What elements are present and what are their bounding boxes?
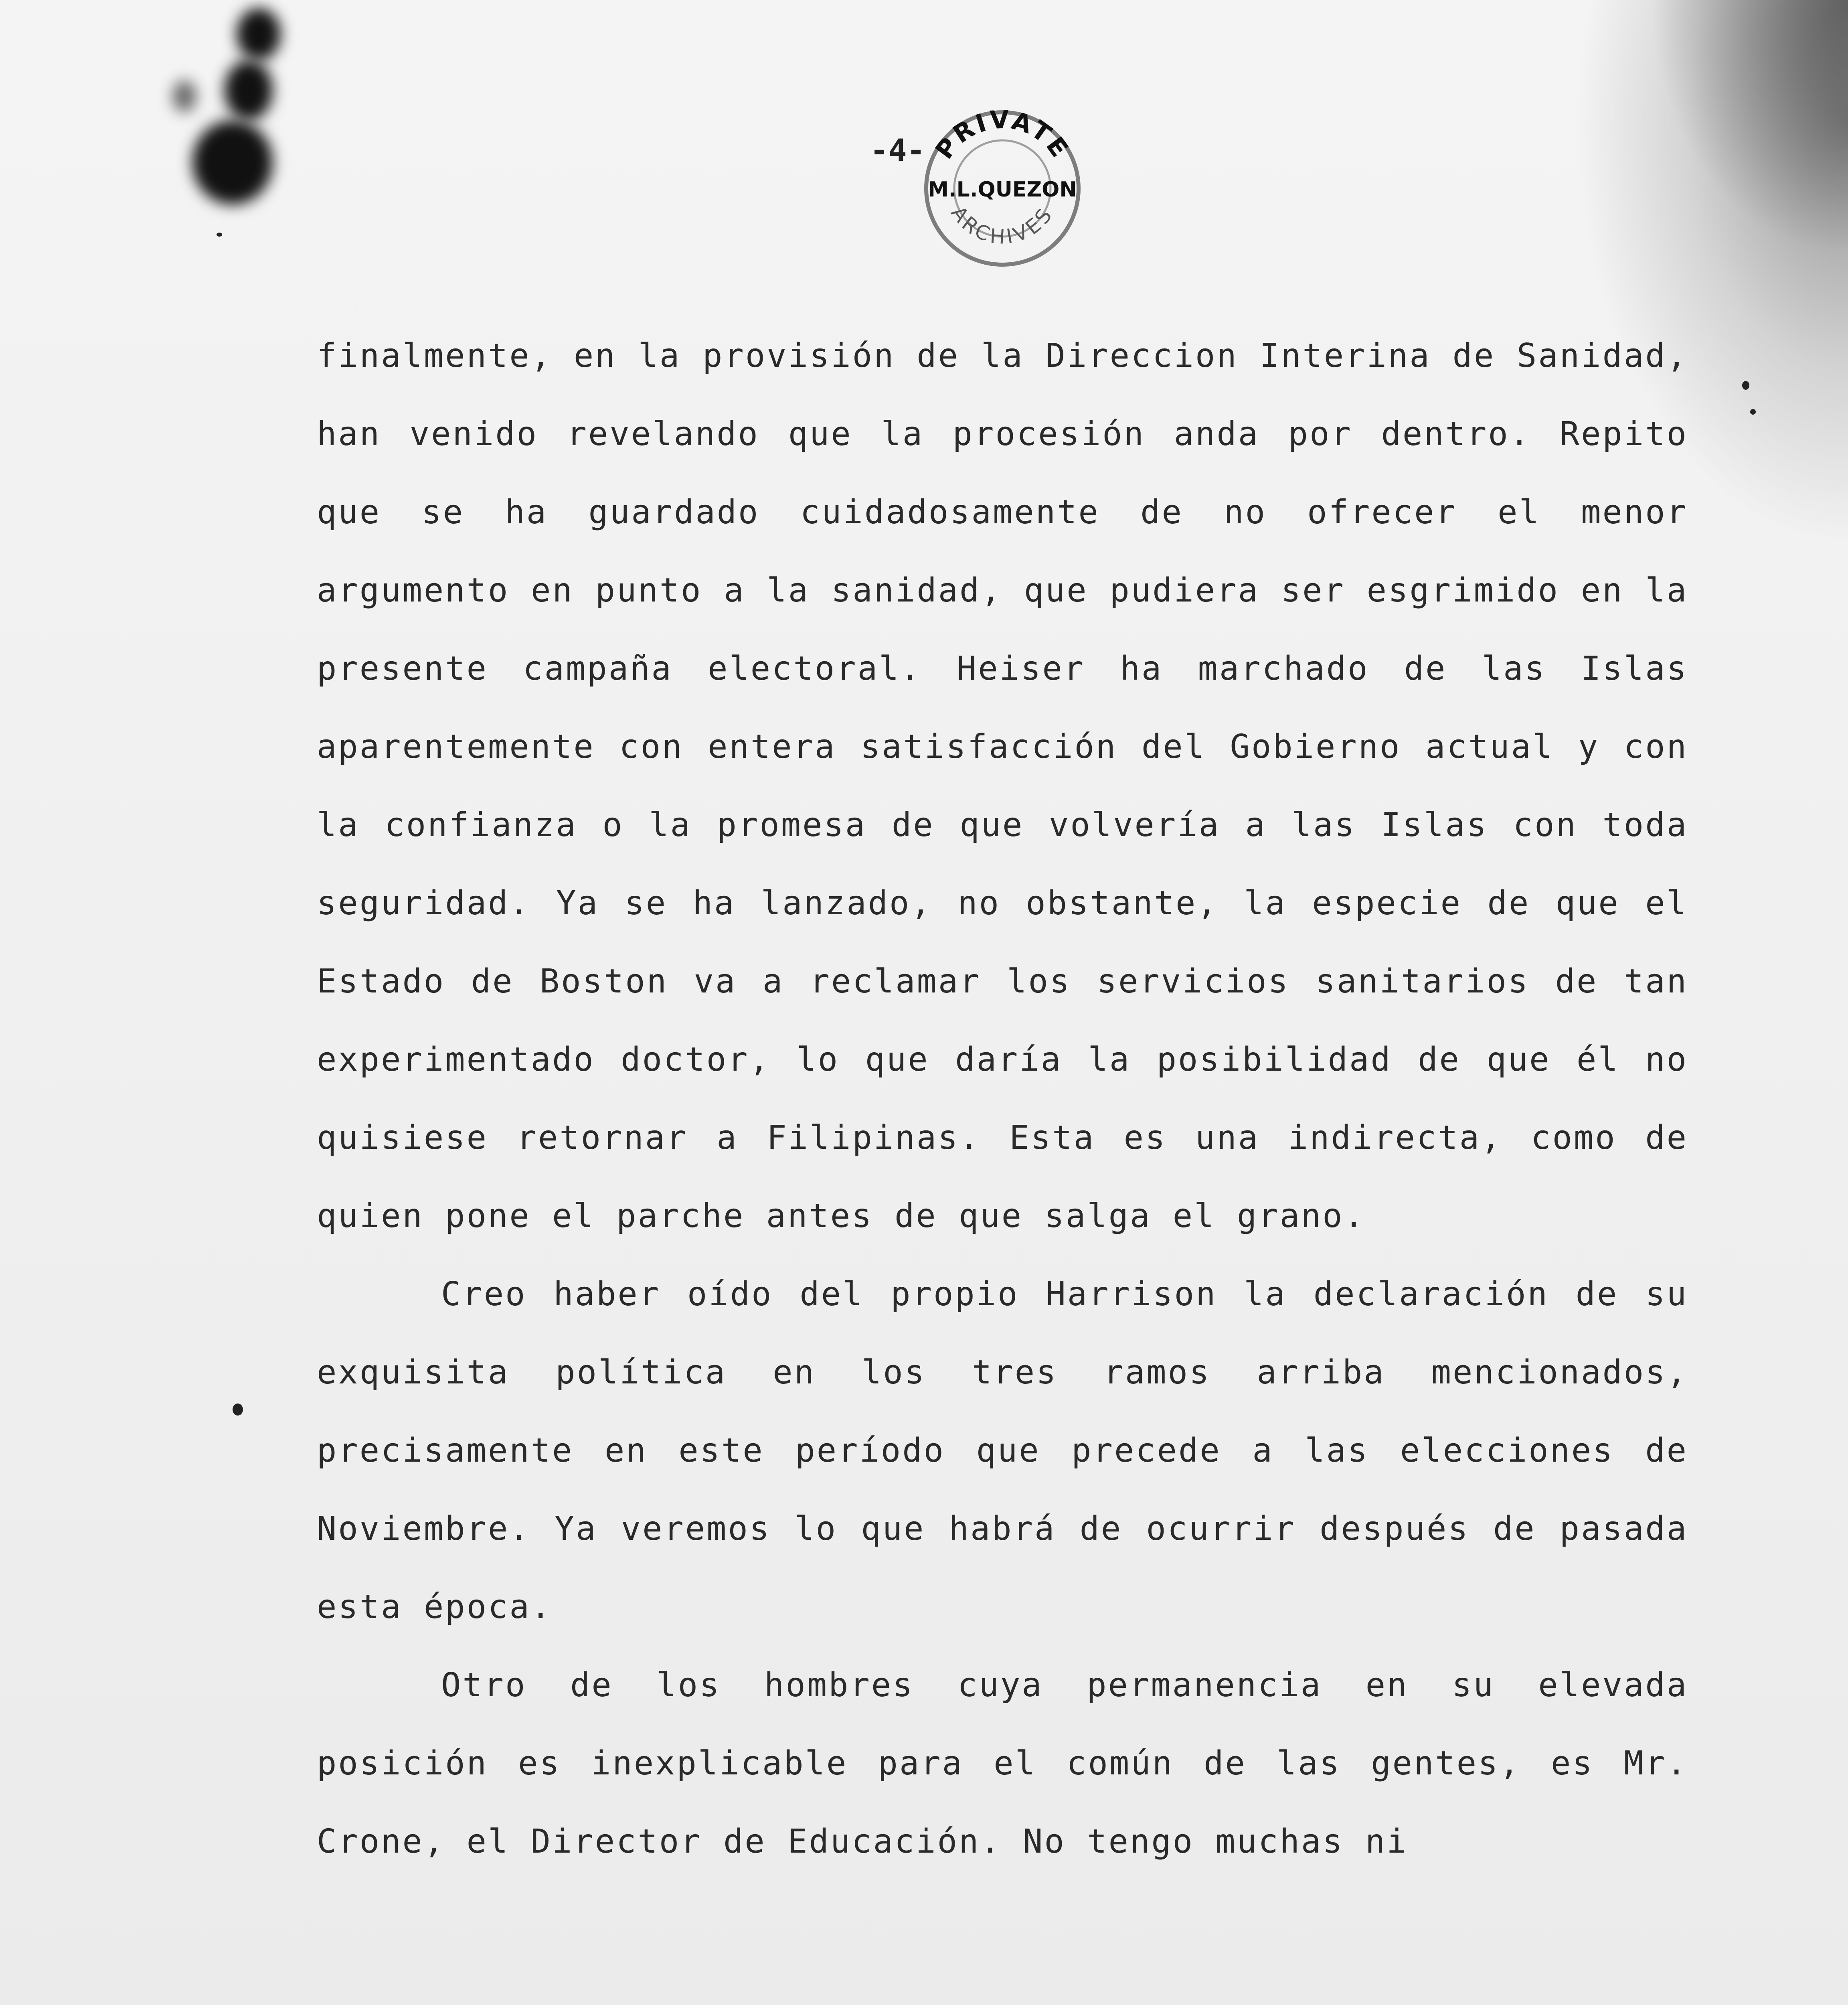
stamp-center-text: M.L.QUEZON xyxy=(928,178,1077,202)
ink-smudge xyxy=(192,120,273,205)
ink-speck xyxy=(1750,409,1756,415)
stamp-top-text: PRIVATE xyxy=(929,105,1076,164)
ink-speck xyxy=(1742,381,1749,390)
ink-smudge xyxy=(172,80,196,112)
ink-speck xyxy=(233,1404,243,1416)
paragraph: finalmente, en la provisión de la Direccion Interina de Sanidad, han venido revelando que la procesión anda por dentro. Repito que se ha guardado cuidadosamente de no ofrecer el menor argumento en punto a la sanidad, que pudiera ser esgrimido en la presente campaña electoral. Heiser ha marchado de las Islas aparentemente con entera satisfacción del Gobierno actual y con la confianza o la promesa de que volvería a las Islas con toda seguridad. Ya se ha lanzado, no obstante, la especie de que el Estado de Boston va a reclamar los servicios sanitarios de tan experimentado doctor, lo que daría la posibilidad de que él no quisiese retornar a Filipinas. Esta es una indirecta, como de quien pone el parche antes de que salga el grano. xyxy=(317,337,1688,1235)
svg-text:ARCHIVES xyxy=(947,202,1059,249)
ink-smudge xyxy=(237,8,281,60)
ink-speck xyxy=(217,233,222,237)
archive-stamp xyxy=(914,100,1091,277)
paragraph: Creo haber oído del propio Harrison la declaración de su exquisita política en los tres ramos arriba mencionados, precisamente en este período que precede a las elecciones de Noviembre. Ya veremos lo que habrá de ocurrir después de pasada esta época. xyxy=(317,1275,1688,1626)
stamp-bottom-text: ARCHIVES xyxy=(946,202,1059,249)
paragraph: Otro de los hombres cuya permanencia en su elevada posición es inexplicable para el común de las gentes, es Mr. Crone, el Director de Educación. No tengo muchas ni xyxy=(317,1666,1688,1861)
ink-smudge xyxy=(225,60,273,120)
page-number: -4- xyxy=(870,132,925,168)
letter-body xyxy=(317,317,1688,1881)
